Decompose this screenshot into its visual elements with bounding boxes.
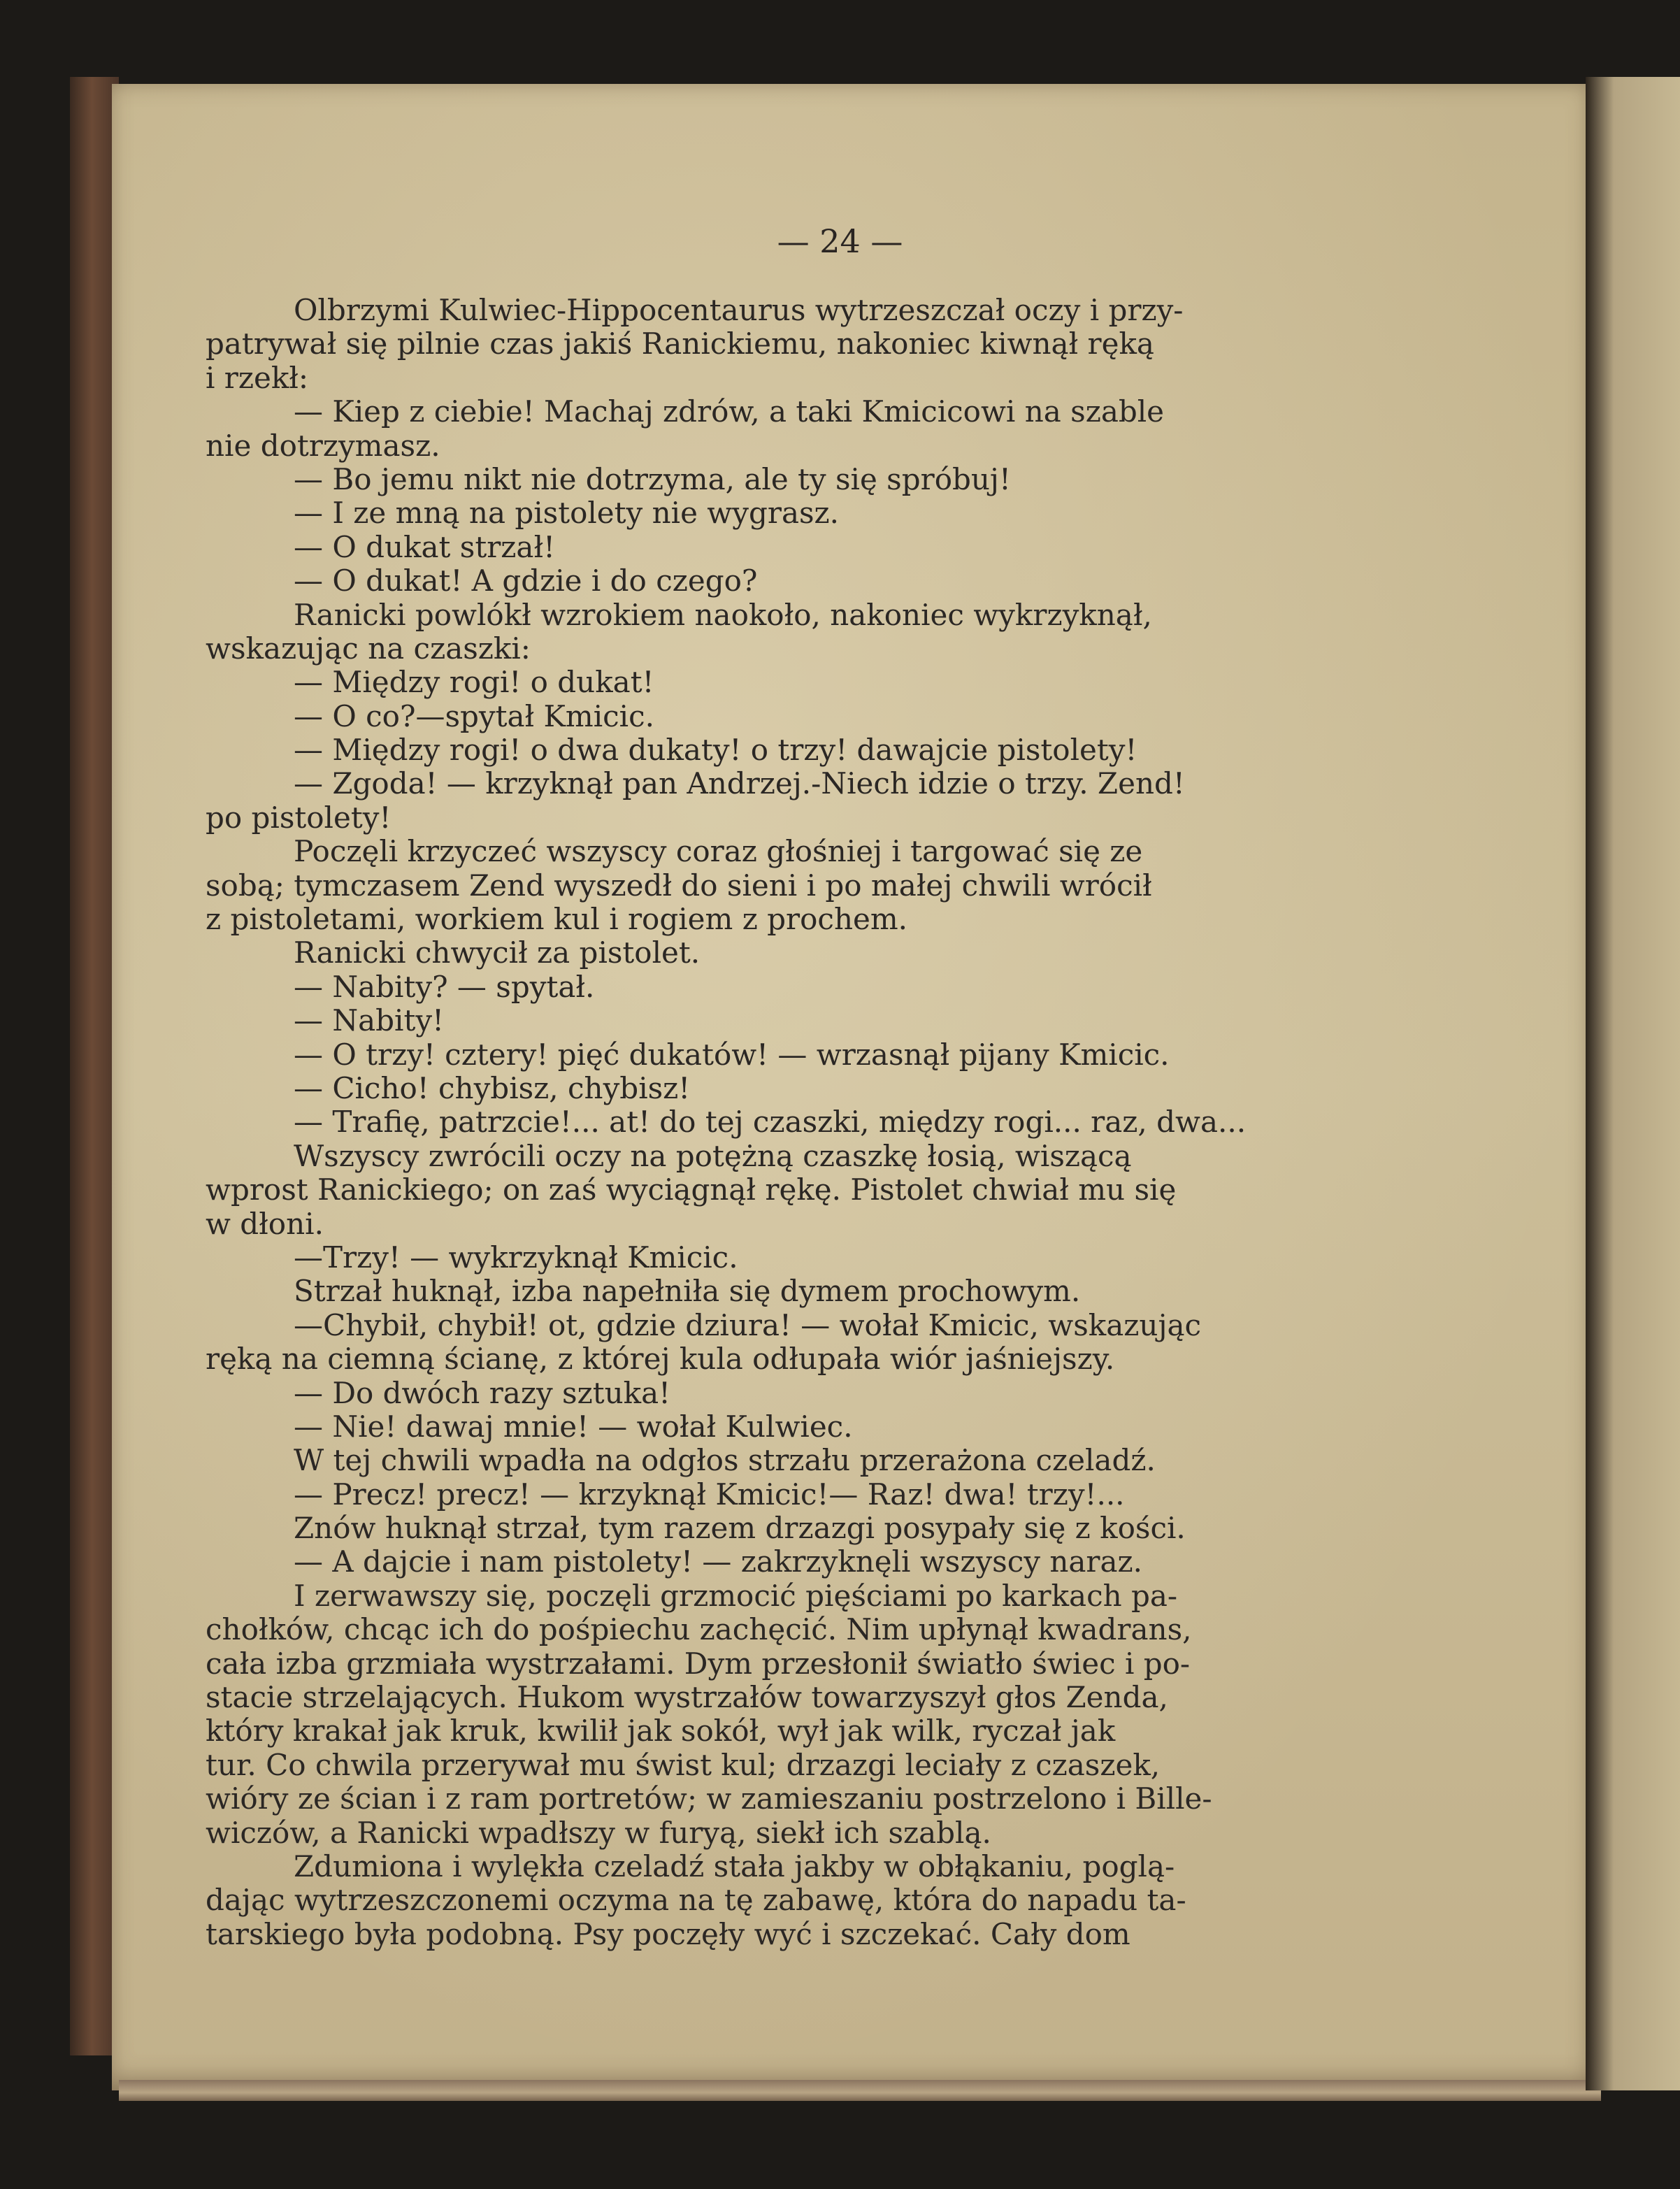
text-line: — Do dwóch razy sztuka! <box>294 1375 671 1410</box>
text-line: Ranicki powlókł wzrokiem naokoło, nakoniec wykrzyknął, <box>294 597 1152 632</box>
text-line: wprost Ranickiego; on zaś wyciągnął rękę. Pistolet chwiał mu się <box>206 1172 1177 1207</box>
text-line: tarskiego była podobną. Psy poczęły wyć i szczekać. Cały dom <box>206 1916 1130 1951</box>
text-line: Zdumiona i wylękła czeladź stała jakby w obłąkaniu, poglą- <box>294 1849 1175 1883</box>
text-line: — I ze mną na pistolety nie wygrasz. <box>294 496 840 531</box>
text-line: który krakał jak kruk, kwilił jak sokół, wył jak wilk, ryczał jak <box>206 1714 1116 1749</box>
text-line: — Bo jemu nikt nie dotrzyma, ale ty się spróbuj! <box>294 461 1011 496</box>
text-line: z pistoletami, workiem kul i rogiem z prochem. <box>206 902 908 937</box>
text-line: W tej chwili wpadła na odgłos strzału przerażona czeladź. <box>294 1443 1156 1478</box>
text-line: — Cicho! chybisz, chybisz! <box>294 1070 691 1105</box>
text-line: —Chybił, chybił! ot, gdzie dziura! — wołał Kmicic, wskazując <box>294 1307 1202 1342</box>
text-line: — Zgoda! — krzyknął pan Andrzej.-Niech idzie o trzy. Zend! <box>294 766 1185 801</box>
text-line: patrywał się pilnie czas jakiś Ranickiemu, nakoniec kiwnął ręką <box>206 326 1154 361</box>
text-line: Wszyscy zwrócili oczy na potężną czaszkę łosią, wiszącą <box>294 1138 1132 1173</box>
text-line: Strzał huknął, izba napełniła się dymem prochowym. <box>294 1274 1081 1309</box>
text-line: I zerwawszy się, poczęli grzmocić pięściami po karkach pa- <box>294 1578 1178 1613</box>
text-line: — O dukat! A gdzie i do czego? <box>294 564 758 598</box>
text-line: — Kiep z ciebie! Machaj zdrów, a taki Kmicicowi na szable <box>294 394 1165 429</box>
text-line: Olbrzymi Kulwiec-Hippocentaurus wytrzeszczał oczy i przy- <box>294 293 1184 327</box>
text-line: Ranicki chwycił za pistolet. <box>294 935 701 970</box>
text-line: wiczów, a Ranicki wpadłszy w furyą, siekł ich szablą. <box>206 1815 991 1850</box>
text-line: — O trzy! cztery! pięć dukatów! — wrzasnął pijany Kmicic. <box>294 1037 1170 1072</box>
body-text <box>206 294 1426 1951</box>
text-line: — Trafię, patrzcie!... at! do tej czaszki, między rogi... raz, dwa... <box>294 1105 1247 1140</box>
text-line: — Precz! precz! — krzyknął Kmicic!— Raz! dwa! trzy!... <box>294 1477 1125 1512</box>
page-number: — 24 — <box>777 222 903 260</box>
text-line: —Trzy! — wykrzyknął Kmicic. <box>294 1240 738 1275</box>
text-line: w dłoni. <box>206 1206 324 1241</box>
text-line: wióry ze ścian i z ram portretów; w zamieszaniu postrzelono i Bille- <box>206 1781 1212 1816</box>
text-line: i rzekł: <box>206 360 309 395</box>
text-line: — Nie! dawaj mnie! — wołał Kulwiec. <box>294 1409 853 1444</box>
text-line: dając wytrzeszczonemi oczyma na tę zabawę, która do napadu ta- <box>206 1883 1186 1918</box>
text-line: — Między rogi! o dwa dukaty! o trzy! dawajcie pistolety! <box>294 733 1137 768</box>
text-line: Znów huknął strzał, tym razem drzazgi posypały się z kości. <box>294 1511 1186 1546</box>
text-line: ręką na ciemną ścianę, z której kula odłupała wiór jaśniejszy. <box>206 1342 1115 1377</box>
text-line: sobą; tymczasem Zend wyszedł do sieni i po małej chwili wrócił <box>206 868 1152 903</box>
text-line: tur. Co chwila przerywał mu świst kul; drzazgi leciały z czaszek, <box>206 1747 1161 1782</box>
text-line: cała izba grzmiała wystrzałami. Dym przesłonił światło świec i po- <box>206 1646 1191 1681</box>
text-line: — A dajcie i nam pistolety! — zakrzyknęli wszyscy naraz. <box>294 1544 1143 1579</box>
text-line: Poczęli krzyczeć wszyscy coraz głośniej i targować się ze <box>294 834 1143 869</box>
text-line: — Między rogi! o dukat! <box>294 665 654 700</box>
text-line: po pistolety! <box>206 800 392 835</box>
text-line: chołków, chcąc ich do pośpiechu zachęcić. Nim upłynął kwadrans, <box>206 1612 1192 1647</box>
text-line: wskazując na czaszki: <box>206 631 531 666</box>
text-line: — Nabity? — spytał. <box>294 969 595 1004</box>
text-line: — O dukat strzał! <box>294 529 555 564</box>
text-line: — Nabity! <box>294 1003 444 1038</box>
page-bottom-edge <box>119 2080 1601 2101</box>
adjacent-page-edge <box>1586 77 1680 2090</box>
text-line: nie dotrzymasz. <box>206 428 440 463</box>
text-line: — O co?—spytał Kmicic. <box>294 698 654 733</box>
text-line: stacie strzelających. Hukom wystrzałów towarzyszył głos Zenda, <box>206 1680 1168 1715</box>
